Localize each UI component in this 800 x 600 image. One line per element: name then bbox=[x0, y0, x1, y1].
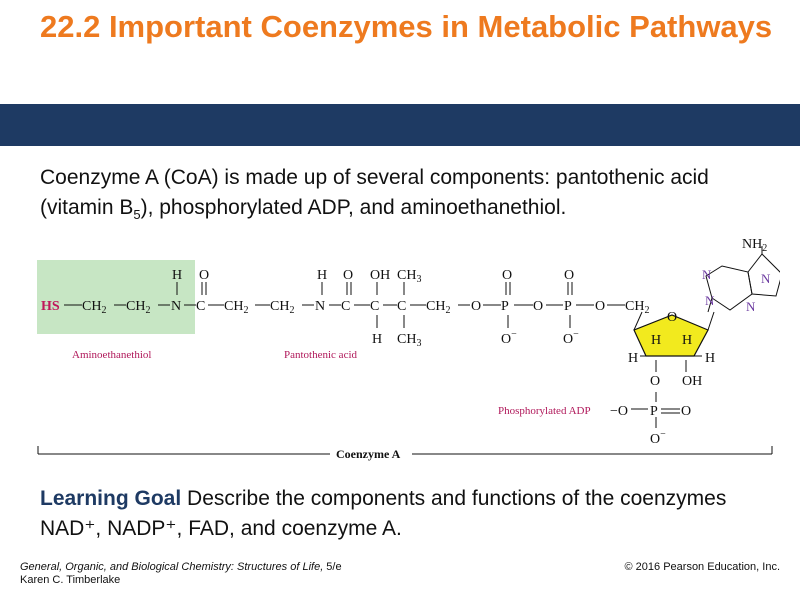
svg-text:H: H bbox=[651, 333, 662, 348]
svg-text:CH2: $CH_2$ bbox=[224, 299, 249, 316]
svg-text:H: H bbox=[628, 351, 639, 366]
svg-text:C: C bbox=[341, 299, 351, 314]
vitamin-subscript: 5 bbox=[133, 207, 141, 223]
svg-text:O: O bbox=[681, 404, 692, 419]
svg-text:O−: O− bbox=[563, 329, 579, 347]
svg-text:O: O bbox=[667, 310, 678, 325]
hs-group: HS bbox=[41, 299, 60, 314]
coenzyme-a-bracket bbox=[38, 446, 772, 454]
svg-text:H: H bbox=[372, 332, 383, 347]
svg-text:N: N bbox=[171, 299, 182, 314]
svg-text:OH: OH bbox=[682, 374, 703, 389]
svg-text:H: H bbox=[682, 333, 693, 348]
label-phosphorylated-adp: Phosphorylated ADP bbox=[498, 405, 591, 417]
svg-text:O−: O− bbox=[501, 329, 517, 347]
label-coenzyme-a: Coenzyme A bbox=[336, 447, 401, 461]
svg-text:NH2: $NH_2$ bbox=[742, 237, 768, 254]
slide-title: 22.2 Important Coenzymes in Metabolic Pathways bbox=[40, 9, 773, 44]
svg-text:CH2: $CH_2$ bbox=[126, 299, 151, 316]
intro-text-end: ), phosphorylated ADP, and aminoethanethiol. bbox=[140, 196, 567, 219]
footer-copyright: © 2016 Pearson Education, Inc. bbox=[624, 561, 780, 573]
svg-text:N: N bbox=[315, 299, 326, 314]
svg-text:CH3: $CH_3$ bbox=[397, 268, 422, 285]
svg-text:O: O bbox=[343, 268, 354, 283]
svg-text:P: P bbox=[564, 299, 572, 314]
svg-text:P: P bbox=[501, 299, 509, 314]
svg-text:N: N bbox=[746, 299, 756, 314]
intro-text-start: Coenzyme A (CoA) is made up of several components: pantothenic acid (vitamin B bbox=[40, 166, 709, 219]
svg-text:N: N bbox=[705, 293, 715, 308]
footer-citation bbox=[20, 561, 342, 587]
svg-text:CH2: $CH_2$ bbox=[625, 299, 650, 316]
svg-text:O: O bbox=[471, 299, 482, 314]
svg-text:H: H bbox=[705, 351, 716, 366]
svg-text:O: O bbox=[533, 299, 544, 314]
intro-paragraph bbox=[40, 163, 780, 230]
footer-edition: 5/e bbox=[323, 561, 342, 573]
svg-text:−O: −O bbox=[610, 404, 629, 419]
svg-text:O−: O− bbox=[650, 429, 666, 447]
svg-text:CH2: $CH_2$ bbox=[82, 299, 107, 316]
svg-text:C: C bbox=[370, 299, 380, 314]
svg-text:CH2: $CH_2$ bbox=[270, 299, 295, 316]
label-aminoethanethiol: Aminoethanethiol bbox=[72, 349, 152, 361]
svg-text:CH2: $CH_2$ bbox=[426, 299, 451, 316]
svg-text:O: O bbox=[650, 374, 661, 389]
svg-text:H: H bbox=[172, 268, 183, 283]
svg-text:C: C bbox=[196, 299, 206, 314]
svg-text:N: N bbox=[761, 271, 771, 286]
svg-text:P: P bbox=[650, 404, 658, 419]
title-band bbox=[0, 104, 800, 146]
footer-book-title: General, Organic, and Biological Chemistry: Structures of Life, bbox=[20, 561, 324, 573]
svg-text:O: O bbox=[564, 268, 575, 283]
learning-goal-text: Describe the components and functions of the coenzymes NAD⁺, NADP⁺, FAD, and coenzyme A. bbox=[40, 487, 727, 540]
svg-text:C: C bbox=[397, 299, 407, 314]
svg-text:H: H bbox=[317, 268, 328, 283]
learning-goal-label: Learning Goal bbox=[40, 487, 182, 510]
svg-text:CH3: $CH_3$ bbox=[397, 332, 422, 349]
svg-text:OH: OH bbox=[370, 268, 391, 283]
learning-goal bbox=[40, 484, 780, 544]
svg-text:O: O bbox=[502, 268, 513, 283]
svg-text:O: O bbox=[199, 268, 210, 283]
svg-text:O: O bbox=[595, 299, 606, 314]
svg-text:N: N bbox=[702, 267, 712, 282]
label-pantothenic-acid: Pantothenic acid bbox=[284, 349, 358, 361]
footer-author: Karen C. Timberlake bbox=[20, 574, 121, 586]
coenzyme-a-structure bbox=[30, 232, 780, 464]
